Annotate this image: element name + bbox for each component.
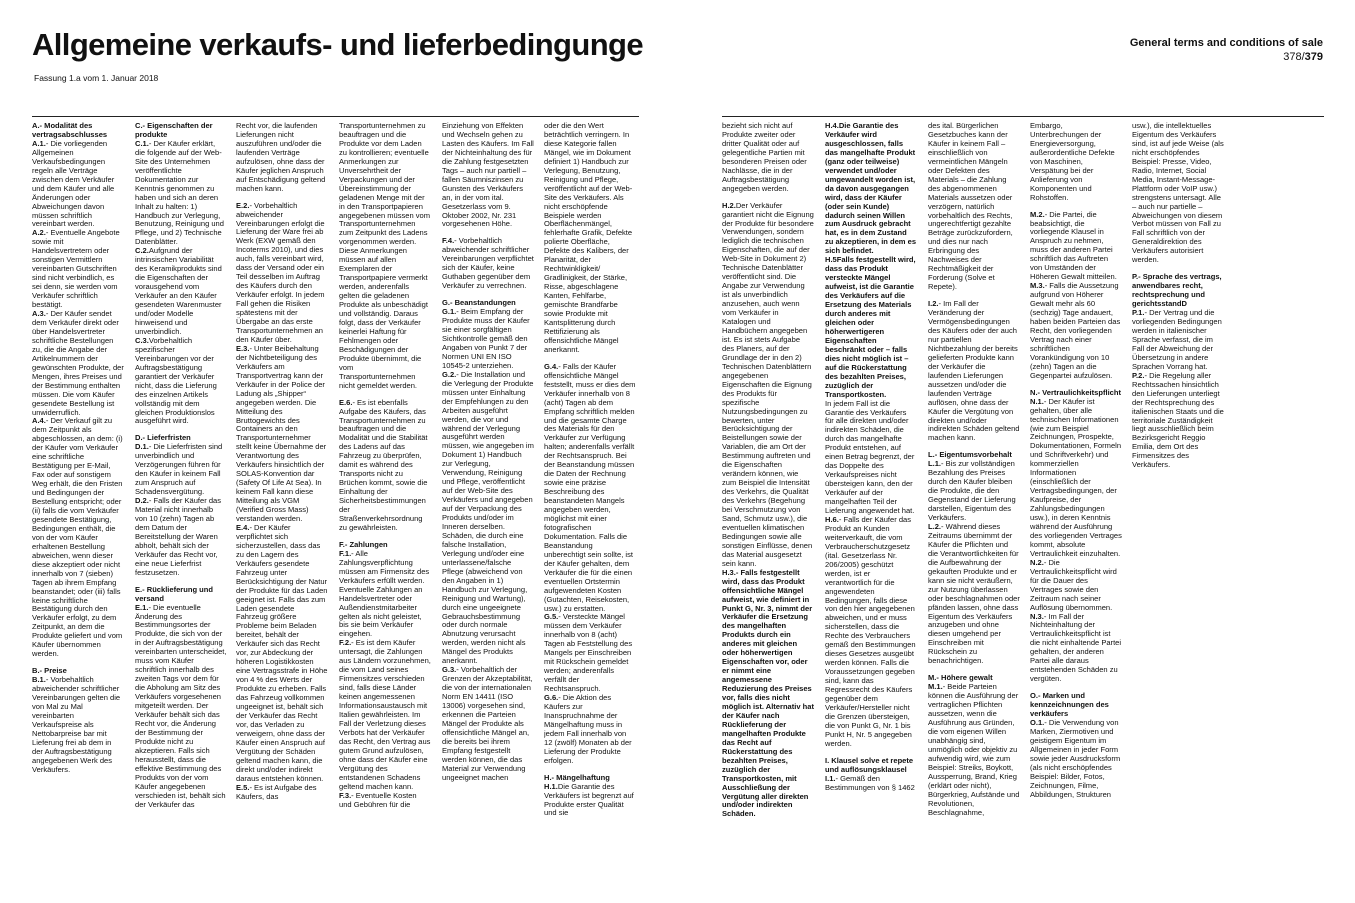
text-column-7	[722, 122, 814, 900]
clause-number: H.5	[825, 255, 837, 265]
clause	[135, 604, 227, 810]
clause-text: - Im Fall der Veränderung der Vermögensbedingungen des Käufers oder der auch nur partiellen Nichtbezahlung der bereits gelieferten Produkte kann der Verkäufer die laufenden Lieferungen aussetzen und/oder die laufenden Verträge auflösen, ohne dass der Käufer die Vergütung von direkten und/oder indirekten Schäden geltend machen kann.	[928, 299, 1020, 443]
clause-text: - Die Installation und die Verlegung der Produkte müssen unter Einhaltung der Empfehlungen zu den Arbeiten ausgeführt werden, die vor und während der Verlegung ausgeführt werden müssen, wie angegeben im Dokument 1) Handbuch zur Verlegung, Verwendung, Reinigung und Pflege, veröffentlicht auf der Web-Site des Verkäufers und angegeben auf der Verpackung des Produkts und/oder im Inneren derselben. Schäden, die durch eine falsche Installation, Verlegung und/oder eine unterlassene/falsche Pflege (abweichend von den Angaben in 1) Handbuch zur Verlegung, Reinigung und Wartung), durch eine ungeeignete Gebrauchsbestimmung oder durch normale Abnutzung verursacht werden, werden nicht als Mängel des Produkts anerkannt.	[442, 369, 534, 666]
clause-text: - Gemäß den Bestimmungen von § 1462	[825, 773, 915, 792]
clause-text: - Während dieses Zeitraums übernimmt der Käufer die Pflichten und die Verantwortlichkeiten für die Aufbewahrung der gekauften Produkte und er kann sie nicht veräußern, zur Nutzung überlassen oder beschlagnahmen oder pfänden lassen, ohne dass Eigentum des Verkäufers anzugeben und ohne diesen umgehend per Einschreiben mit Rückschein zu benachrichtigen.	[928, 521, 1020, 666]
clause-number: E.5.	[236, 782, 250, 792]
clause-text: - Eventuelle Angebote sowie mit Handelsvertretern oder sonstigen Vermittlern vereinbarten Gutschriften sind nicht verbindlich, es sei denn, sie werden vom Verkäufer schriftlich bestätigt.	[32, 228, 120, 310]
clause-number: L.1.	[928, 459, 942, 469]
clause-text: Der Verkäufer garantiert nicht die Eignung der Produkte für besondere Verwendungen, sondern lediglich die technischen Eigenschaften, die auf der Web-Site in Dokument 2) Technische Datenblätter veröffentlicht sind. Die Angabe zur Verwendung ist als unverbindlich anzusehen, auch wenn vom Verkäufer in Katalogen und Handbüchern angegeben ist. Es ist stets Aufgabe des Planers, auf der Grundlage der in den 2) Technischen Datenblättern angegebenen Eigenschaften die Eignung des Produkts für spezifische Nutzungsbedingungen zu bewerten, unter Berücksichtigung der Beistellungen sowie der Variablen, die am Ort der Bestimmung auftreten und die Eigenschaften verändern können, wie zum Beispiel die Intensität des Verkehrs, die Qualität des Verkehrs (Begehung bei Verschmutzung von Sand, Schmutz usw.), die eventuellen klimatischen Bedingungen sowie alle sonstigen Einflüsse, denen das Material ausgesetzt sein kann.	[722, 200, 814, 568]
section	[32, 667, 124, 774]
clause-text: - Vorbehaltlich abweichender schriftlicher Vereinbarungen gelten die von Mal zu Mal vereinbarten Verkaufspreise als Nettobarpreise bar mit Lieferung frei ab dem in der Auftragsbestätigung angegebenen Werk des Verkäufers.	[32, 675, 121, 774]
clause	[339, 639, 431, 791]
page-number-total: 379	[1304, 51, 1323, 63]
clause	[928, 683, 1020, 817]
clause-text: - Versteckte Mängel müssen dem Verkäufer innerhalb von 8 (acht) Tagen ab Feststellung des Mangels per Einschreiben mit Rückschein gemeldet werden; anderenfalls verfällt der Rechtsanspruch.	[544, 612, 633, 694]
clause	[442, 308, 534, 371]
section	[1030, 692, 1122, 799]
section-heading: H.- Mängelhaftung	[544, 772, 610, 782]
clause	[135, 443, 227, 497]
text-column-9	[928, 122, 1020, 900]
section	[236, 202, 328, 802]
clause-text: - Die Partei, die beabsichtigt, die vorliegende Klausel in Anspruch zu nehmen, muss der anderen Partei schriftlich das Auftreten von Umständen der Höheren Gewalt mitteilen.	[1030, 209, 1117, 282]
clause-text: - Falls der Käufer offensichtliche Mängel feststellt, muss er dies dem Verkäufer innerhalb von 8 (acht) Tagen ab dem Empfang schriftlich melden und die gesamte Charge des Materials für den Verkäufer zur Verfügung halten; anderenfalls verfällt der Rechtsanspruch. Bei der Beanstandung müssen die Daten der Rechnung sowie eine präzise Beschreibung des beanstandeten Mangels angegeben werden, möglichst mit einer fotografischen Dokumentation. Falls die Beanstandung unberechtigt sein sollte, ist der Käufer gehalten, dem Verkäufer die für die einen eventuellen Ortstermin aufgewendeten Kosten (Gutachten, Reisekosten, usw.) zu erstatten.	[544, 361, 636, 613]
clause-text: - Beide Parteien können die Ausführung der vertraglichen Pflichten aussetzen, wenn die Ausführung aus Gründen, die vom eigenen Willen unabhängig sind, unmöglich oder objektiv zu aufwendig wird, wie zum Beispiel: Streiks, Boykott, Aussperrung, Brand, Krieg (erklärt oder nicht), Bürgerkrieg, Aufstände und Revolutionen, Beschlagnahme,	[928, 682, 1020, 817]
section	[135, 434, 227, 577]
section	[825, 122, 917, 749]
clause-number: F.4.	[442, 236, 455, 246]
clause-number: H.2.	[722, 200, 736, 210]
paragraph-continued: bezieht sich nicht auf Produkte zweiter oder dritter Qualität oder auf gelegentliche Partien mit besonderen Preisen oder Nachlässe, die in der Auftragsbestätigung angegeben werden.	[722, 122, 807, 193]
section-heading: G.- Beanstandungen	[442, 298, 516, 308]
clause-text: - Eventuelle Kosten und Gebühren für die	[339, 790, 417, 809]
clause-text: - Die vorliegenden Allgemeinen Verkaufsbedingungen regeln alle Verträge zwischen dem Verkäufer und dem Käufer und alle Änderungen oder Abweichungen davon müssen schriftlich vereinbart werden.	[32, 138, 115, 229]
clause-text: Falls festgestellt wird, dass das Produkt versteckte Mängel aufweist, ist die Garantie des Verkäufers auf die Ersetzung des Materials durch anderes mit gleichen oder höherwertigeren Eigenschaften beschränkt oder – falls dies nicht möglich ist – auf die Rückerstattung des bezahlten Preises, zuzüglich der Transportkosten.	[825, 255, 916, 399]
clause	[236, 524, 328, 784]
clause	[544, 694, 636, 766]
text-column-8	[825, 122, 917, 900]
clause	[1132, 372, 1224, 470]
divider-left	[32, 116, 639, 117]
clause-text: Die Garantie des Verkäufer wird ausgeschlossen, falls das mangelhafte Produkt (ganz oder teilweise) verwendet und/oder umgewandelt worden ist, da davon ausgegangen wird, dass der Käufer (oder sein Kunde) dadurch seinen Willen zum Ausdruck gebracht hat, es in dem Zustand zu akzeptieren, in dem es sich befindet.	[825, 122, 917, 256]
paragraph-continued: des ital. Bürgerlichen Gesetzbuches kann der Käufer in keinem Fall – einschließlich von vermeintlichen Mängeln oder Defekten des Materials – die Zahlung des abgenommenen Materials aussetzen oder verzögern, natürlich vorbehaltlich des Rechts, ungerechtfertigt gezahlte Beträge zurückzufordern, und dies nur nach Erbringung des Nachweises der Rechtmäßigkeit der Forderung (Solve et Repete).	[928, 122, 1013, 292]
clause-number: L.2.	[928, 521, 942, 531]
clause-number: B.1.	[32, 675, 46, 685]
clause	[339, 399, 431, 533]
clause-number: G.2.	[442, 369, 457, 379]
paragraph-continued: Recht vor, die laufenden Lieferungen nicht auszuführen und/oder die laufenden Verträge aufzulösen, ohne dass der Käufer jeglichen Anspruch auf Entschädigung geltend machen kann.	[236, 122, 326, 193]
clause-number: E.3.	[236, 343, 250, 353]
paragraph-continued: Einziehung von Effekten und Wechseln gehen zu Lasten des Käufers. Im Fall der Nichteinhaltung des für die Zahlung festgesetzten Tags – auch nur partiell – fallen Säumniszinsen zu Gunsten des Verkäufers an, in der vom ital. Gesetzerlass vom 9. Oktober 2002, Nr. 231 vorgesehenen Höhe.	[442, 122, 534, 229]
clause	[544, 363, 636, 614]
clause	[32, 676, 124, 774]
text-column-3	[236, 122, 328, 900]
clause	[1030, 282, 1122, 380]
clause-number: P.1.	[1132, 308, 1145, 318]
section	[544, 363, 636, 766]
clause-text: - Falls der Käufer das Produkt an Kunden weiterverkauft, die vom Verbraucherschutzgesetz (ital. Gesetzerlass Nr. 206/2005) geschützt werden, ist er verantwortlich für die angewendeten Bedingungen, falls diese von den hier angegebenen abweichen, und er muss sicherstellen, dass die Rechte des Verbrauchers gemäß den Bestimmungen dieses Gesetzes ausgeübt werden können. Falls die Voraussetzungen gegeben sind, kann das Regressrecht des Käufers gegenüber dem Verkäufer/Hersteller nicht die Grenzen übersteigen, die von Punkt G, Nr. 1 bis Punkt H, Nr. 5 angegeben werden.	[825, 514, 916, 748]
clause-number: N.3.	[1030, 611, 1044, 621]
section	[442, 299, 534, 782]
clause-text: Die Garantie des Verkäufers ist begrenzt auf Produkte erster Qualität und sie	[544, 781, 634, 818]
page-title: Allgemeine verkaufs- und lieferbedingunge	[32, 27, 644, 62]
clause-text: - Es ist ebenfalls Aufgabe des Käufers, das Transportunternehmen zu beauftragen und die Modalität und die Stabilität des Ladens auf das Fahrzeug zu überprüfen, damit es während des Transports nicht zu Brüchen kommt, sowie die Einhaltung der Sicherheitsbestimmungen der Straßenverkehrsordnung zu gewährleisten.	[339, 397, 428, 532]
clause	[442, 371, 534, 666]
clause-text: - Falls der Käufer das Material nicht innerhalb von 10 (zehn) Tagen ab dem Datum der Bereitstellung der Waren abholt, behält sich der Verkäufer das Recht vor, eine neue Lieferfrist festzusetzen.	[135, 496, 221, 577]
clause-number: C.1.	[135, 138, 149, 148]
clause-text: - Beim Empfang der Produkte muss der Käufer sie einer sorgfältigen Sichtkontrolle gemäß den Angaben von Punkt 7 der Normen UNI EN ISO 10545-2 unterziehen.	[442, 307, 530, 370]
english-title: General terms and conditions of sale	[1129, 37, 1323, 49]
section	[32, 122, 124, 659]
clause-text: - Vorbehaltlich der Grenzen der Akzeptabilität, die von der internationalen Norm EN 14411 (ISO 13006) vorgesehen sind, erkennen die Parteien Mängel der Produkte als offensichtliche Mängel an, die bereits bei ihrem Empfang festgestellt werden können, die das Material zur Verwendung ungeeignet machen	[442, 665, 533, 782]
section	[722, 202, 814, 820]
clause	[32, 140, 124, 230]
clause-number: H.6.	[825, 514, 839, 524]
clause-number: D.1.	[135, 442, 149, 452]
clause-number: O.1.	[1030, 718, 1045, 727]
text-column-10	[1030, 122, 1122, 900]
clause-text: - Bis zur vollständigen Bezahlung des Preises durch den Käufer bleiben die Produkte, die den Gegenstand der Lieferung darstellen, Eigentum des Verkäufers.	[928, 459, 1016, 523]
clause	[825, 516, 917, 749]
clause-number: F.1.	[339, 548, 352, 558]
clause-text: - Alle Zahlungsverpflichtung müssen am Firmensitz des Verkäufers erfüllt werden. Eventuelle Zahlungen an Handelsvertreter oder Außendienstmitarbeiter gelten als nicht geleistet, bis sie beim Verkäufer eingehen.	[339, 548, 430, 639]
clause-text: - Der Käufer erklärt, die folgende auf der Web-Site des Unternehmen veröffentlichte Dokumentation zur Kenntnis genommen zu haben und sich an deren Inhalt zu halten: 1) Handbuch zur Verlegung, Benutzung, Reinigung und Pflege, und 2) Technische Datenblätter.	[135, 138, 224, 247]
clause	[135, 497, 227, 578]
clause-number: M.3.	[1030, 281, 1045, 291]
paragraph-continued: Embargo, Unterbrechungen der Energieversorgung, außerordentliche Defekte von Maschinen, Verspätung bei der Anlieferung von Komponenten und Rohstoffen.	[1030, 122, 1115, 202]
section-heading: A.- Modalität des vertragsabschlusses	[32, 122, 108, 139]
clause	[236, 202, 328, 345]
section-heading: F.- Zahlungen	[339, 539, 388, 549]
section	[928, 674, 1020, 817]
clause-number: M.1.	[928, 682, 943, 692]
clause-text: - Die Regelung aller Rechtssachen hinsichtlich den Lieferungen unterliegt der Rechtsprechung des italienischen Staats und die territoriale Zuständigkeit liegt ausschließlich beim Bezirksgericht Reggio Emilia, dem Ort des Firmensitzes des Verkäufers.	[1132, 370, 1224, 470]
clause-number: E.2.	[236, 200, 250, 210]
text-column-5	[442, 122, 534, 900]
clause-number: C.2.	[135, 246, 149, 256]
clause-number: H.1.	[544, 781, 558, 791]
clause-number: H.3.	[722, 567, 736, 577]
clause-text: - Vorbehaltlich abweichender schriftlicher Vereinbarungen verpflichtet sich der Käufer, keine Guthaben gegenüber dem Verkäufer zu verrechnen.	[442, 236, 534, 291]
clause-text: - Die Lieferfristen sind unverbindlich und Verzögerungen führen für den Käufer in keinem Fall zum Anspruch auf Schadensvergütung.	[135, 442, 223, 497]
paragraph-continued: oder die den Wert beträchtlich verringern. In diese Kategorie fallen Mängel, wie im Dokument definiert 1) Handbuch zur Verlegung, Benutzung, Reinigung und Pflege, veröffentlicht auf der Web-Site des Verkäufers. Als nicht erschöpfende Beispiele werden Oberflächenmängel, fehlerhafte Grafik, Defekte polierte Oberfläche, Defekte des Kalibers, der Planarität, der Rechtwinkligkeit/ Gradlinigkeit, der Stärke, Risse, abgeschlagene Kanten, Fehlfarbe, gemischte Brandfarbe sowie Produkte mit Kantsplitterung durch Rettifizierung als offensichtliche Mängel anerkannt.	[544, 122, 633, 354]
text-column-4	[339, 122, 431, 900]
section	[135, 586, 227, 810]
section	[1132, 273, 1224, 470]
clause	[1030, 719, 1122, 800]
clause-text: Aufgrund der intrinsischen Variabilität des Keramikprodukts sind die Eigenschaften der vorausgehend vom Verkäufer an den Käufer gesendeten Warenmuster und/oder Modelle hinweisend und unverbindlich.	[135, 246, 222, 336]
clause	[928, 460, 1020, 523]
text-column-11	[1132, 122, 1224, 900]
paragraph-continued: Transportunternehmen zu beauftragen und die Produkte vor dem Laden zu kontrollieren; eventuelle Anmerkungen zur Unversehrtheit der Verpackungen und der Übereinstimmung der geladenen Menge mit der in den Transportpapieren angegebenen müssen vom Transportunternehmen zum Zeitpunkt des Ladens vorgenommen werden. Diese Anmerkungen müssen auf allen Exemplaren der Transportpapiere vermerkt werden, anderenfalls gelten die geladenen Produkte als unbeschädigt und vollständig. Daraus folgt, dass der Verkäufer keinerlei Haftung für Fehlmengen oder Beschädigungen der Produkte übernimmt, die vom Transportunternehmen nicht gemeldet werden.	[339, 122, 431, 390]
section-heading: O.- Marken und kennzeichnungen des verkäufers	[1030, 691, 1109, 719]
clause-text: - Die Vertraulichkeitspflicht wird für die Dauer des Vertrages sowie den Zeitraum nach seiner Auflösung übernommen.	[1030, 557, 1117, 612]
clause-text: - Falls die Aussetzung aufgrund von Höherer Gewalt mehr als 60 (sechzig) Tage andauert, haben beiden Parteien das Recht, den vorliegenden Vertrag nach einer schriftlichen Vorankündigung von 10 (zehn) Tagen an die Gegenpartei aufzulösen.	[1030, 281, 1121, 380]
clause-text: - Falls festgestellt wird, dass das Produkt offensichtliche Mängel aufweist, wie definiert in Punkt G, Nr. 3, nimmt der Verkäufer die Ersetzung des mangelhaften Produkts durch ein anderes mit gleichen oder höherwertigen Eigenschaften vor, oder er nimmt eine angemessene Reduzierung des Preises vor, falls dies nicht möglich ist. Alternativ hat der Käufer nach Rücklieferung der mangelhaften Produkte das Recht auf Rückerstattung des bezahlten Preises, zuzüglich der Transportkosten, mit Ausschließung der Vergütung aller direkten und/oder indirekten Schäden.	[722, 567, 814, 819]
clause-number: E.6.	[339, 397, 353, 407]
clause-text: - Der Vertrag und die vorliegenden Bedingungen werden in italienischer Sprache verfasst, die im Fall der Abweichung der Übersetzung in andere Sprachen Vorrang hat.	[1132, 308, 1222, 371]
section	[339, 399, 431, 533]
section-heading: C.- Eigenschaften der produkte	[135, 122, 213, 139]
clause-number: N.1.	[1030, 396, 1044, 406]
clause-text: - Unter Beibehaltung der Nichtbeteiligung des Verkäufers am Transportvertrag kann der Verkäufer in der Police der Ladung als „Shipper“ angegeben werden. Die Mitteilung des Bruttogewichts des Containers an den Transportunternehmer stellt keine Übernahme der Verantwortung des Verkäufers hinsichtlich der SOLAS-Konvention dar (Safety Of Life At Sea). In keinem Fall kann diese Mitteilung als VGM (Verified Gross Mass) verstanden werden.	[236, 343, 327, 523]
clause-text: - Es ist Aufgabe des Käufers, das	[236, 782, 317, 801]
section-heading: M.- Höhere gewalt	[928, 673, 993, 683]
clause-text: - Der Käufer sendet dem Verkäufer direkt oder über Handelsvertreter schriftliche Bestellungen zu, die die Angabe der Artikelnummern der gewünschten Produkte, der Mengen, ihres Preises und der Bestimmung enthalten müssen. Die vom Käufer gesendete Bestellung ist unwiderruflich.	[32, 309, 124, 417]
clause-number: I.2.	[928, 299, 939, 309]
clause-number: C.3.	[135, 335, 149, 345]
section-heading: E.- Rücklieferung und versand	[135, 584, 213, 603]
section-heading: I. Klausel solve et repete und auflösungsklausel	[825, 755, 914, 774]
text-column-2	[135, 122, 227, 900]
clause-text: - Die Verwendung von Marken, Ziermotiven und geistigem Eigentum im Allgemeinen in jeder Form sowie jeder Ausdrucksform (als nicht erschöpfendes Beispiel: Bilder, Fotos, Zeichnungen, Filme, Abbildungen, Strukturen	[1030, 718, 1121, 799]
section	[928, 451, 1020, 666]
clause	[135, 247, 227, 337]
clause-number: G.4.	[544, 361, 559, 371]
divider-right	[722, 116, 1324, 117]
clause-number: A.4.	[32, 416, 46, 426]
paragraph-continued: usw.), die intellektuelles Eigentum des Verkäufers sind, ist auf jede Weise (als nicht erschöpfendes Beispiel: Presse, Video, Radio, Internet, Social Media, Instant-Message-Plattform oder VoIP usw.) strengstens untersagt. Alle – auch nur partielle – Abweichungen von diesem Verbot müssen von Fall zu Fall schriftlich von der Generaldirektion des Verkäufers autorisiert werden.	[1132, 122, 1224, 265]
clause-text: - Der Verkauf gilt zu dem Zeitpunkt als abgeschlossen, an dem: (i) der Käufer vom Verkäufer eine schriftliche Bestätigung per E-Mail, Fax oder auf sonstigem Weg erhält, die den Fristen und Bedingungen der Bestellung entspricht; oder (ii) falls die vom Verkäufer gesendete Bestätigung, Bedingungen enthält, die von der vom Käufer erhaltenen Bestellung abweichen, wenn dieser diese akzeptiert oder nicht innerhalb von 7 (sieben) Tagen ab ihrem Empfang beanstandet; oder (iii) falls keine schriftliche Bestätigung durch den Verkäufer erfolgt, zu dem Zeitpunkt, an dem die Produkte geliefert und vom Käufer übernommen werden.	[32, 416, 123, 659]
clause	[32, 229, 124, 310]
clause	[339, 792, 431, 810]
clause	[544, 783, 636, 819]
clause	[1030, 613, 1122, 685]
section-heading: D.- Lieferfristen	[135, 433, 191, 443]
section	[339, 541, 431, 810]
clause	[442, 666, 534, 782]
clause-text: - Die eventuelle Änderung des Bestimmungsortes der Produkte, die sich von der in der Auftragsbestätigung vereinbarten unterscheidet, muss vom Käufer schriftlich innerhalb des zweiten Tags vor dem für die Abholung am Sitz des Verkäufers vorgesehenen mitgeteilt werden. Der Verkäufer behält sich das Recht vor, die Änderung der Bestimmung der Produkte nicht zu akzeptieren. Falls sich herausstellt, dass die effektive Bestimmung des Produkts von der vom Käufer angegebenen verschieden ist, behält sich der Verkäufer das	[135, 602, 227, 809]
page-number-current: 378/	[1283, 51, 1305, 63]
clause	[825, 122, 917, 256]
clause	[722, 202, 814, 569]
section-heading: P.- Sprache des vertrags, anwendbares recht, rechtsprechung und gerichtsstandD	[1132, 272, 1222, 309]
clause	[339, 550, 431, 640]
clause-number: F.2.	[339, 638, 352, 648]
clause	[722, 569, 814, 820]
clause	[928, 300, 1020, 443]
clause	[825, 256, 917, 399]
clause-number: M.2.	[1030, 209, 1045, 219]
clause-number: G.5.	[544, 612, 559, 622]
section	[928, 300, 1020, 443]
clause-number: E.1.	[135, 602, 149, 612]
clause	[544, 613, 636, 694]
clause-number: A.2.	[32, 228, 46, 238]
clause	[32, 310, 124, 417]
clause	[135, 140, 227, 247]
clause-number: G.1.	[442, 307, 457, 317]
clause	[236, 784, 328, 802]
page-number	[1130, 50, 1323, 64]
section-heading: L.- Eigentumsvorbehalt	[928, 450, 1012, 460]
clause-number: N.2.	[1030, 557, 1044, 567]
section	[544, 774, 636, 819]
header-right	[1130, 36, 1323, 64]
clause-text: In jedem Fall ist die Garantie des Verkäufers für alle direkten und/oder indirekten Schäden, die durch das mangelhafte Produkt entstehen, auf einen Betrag begrenzt, der das Doppelte des Verkaufspreises nicht übersteigen kann, den der Verkäufer auf der mangelhaften Teil der Lieferung angewendet hat.	[825, 398, 915, 515]
clause-number: G.3.	[442, 665, 457, 675]
clause-number: I.1.	[825, 773, 836, 783]
clause	[825, 775, 917, 793]
edition-note: Fassung 1.a vom 1. Januar 2018	[34, 73, 159, 83]
clause	[236, 345, 328, 524]
clause-number: E.4.	[236, 522, 250, 532]
section	[1030, 211, 1122, 381]
clause	[1030, 398, 1122, 559]
clause-text: - Der Käufer verpflichtet sich sicherzustellen, dass das zu den Lagern des Verkäufers gesendete Fahrzeug unter Berücksichtigung der Natur der Produkte für das Laden geeignet ist. Falls das zum Laden gesendete Fahrzeug größere Probleme beim Beladen bereitet, behält der Verkäufer sich das Recht vor, zur Abdeckung der höheren Logistikkosten eine Vertragsstrafe in Höhe von 4 % des Werts der Produkte zu erheben. Falls das Fahrzeug vollkommen ungeeignet ist, behält sich der Verkäufer das Recht vor, das Verladen zu verweigern, ohne dass der Käufer einen Anspruch auf Vergütung der Schäden geltend machen kann, die direkt und/oder indirekt daraus entstehen können.	[236, 522, 328, 783]
clause	[442, 237, 534, 291]
section	[825, 757, 917, 793]
clause	[1030, 559, 1122, 613]
clause-number: H.4.	[825, 122, 839, 130]
clause-number: D.2.	[135, 496, 149, 506]
clause	[928, 523, 1020, 666]
section	[442, 237, 534, 291]
section	[1030, 389, 1122, 684]
clause	[32, 417, 124, 659]
section-heading: B.- Preise	[32, 666, 67, 676]
clause	[1132, 309, 1224, 372]
clause	[825, 400, 917, 516]
text-column-6	[544, 122, 636, 900]
clause-text: - Es ist dem Käufer untersagt, die Zahlungen aus Ländern vorzunehmen, die vom Land seines Firmensitzes verschieden sind, falls diese Länder keinen angemessenen Informationsaustausch mit Italien gewährleisten. Im Fall der Verletzung dieses Verbots hat der Verkäufer das Recht, den Vertrag aus gutem Grund aufzulösen, ohne dass der Käufer eine Vergütung des entstandenen Schadens geltend machen kann.	[339, 638, 431, 791]
clause	[1030, 211, 1122, 283]
text-column-1	[32, 122, 124, 900]
section	[135, 122, 227, 426]
clause-text: - Der Käufer ist gehalten, über alle technischen Informationen (wie zum Beispiel Zeichnungen, Prospekte, Dokumentationen, Formeln und Schriftverkehr) und kommerziellen Informationen (einschließlich der Vertragsbedingungen, der Kaufpreise, der Zahlungsbedingungen usw.), in deren Kenntnis während der Ausführung des vorliegenden Vertrages kommt, absolute Vertraulichkeit einzuhalten.	[1030, 396, 1122, 558]
clause-text: - Im Fall der Nichteinhaltung der Vertraulichkeitspflicht ist die nicht einhaltende Partei gehalten, der anderen Partei alle daraus entstehenden Schäden zu vergüten.	[1030, 611, 1122, 684]
clause	[135, 337, 227, 427]
clause-number: P.2.	[1132, 370, 1145, 380]
clause-number: F.3.	[339, 790, 352, 800]
clause-number: A.1.	[32, 138, 46, 148]
clause-text: - Die Aktion des Käufers zur Inanspruchnahme der Mängelhaftung muss in jedem Fall innerhalb von 12 (zwölf) Monaten ab der Lieferung der Produkte erfolgen.	[544, 693, 632, 765]
section-heading: N.- Vertraulichkeitspflicht	[1030, 387, 1122, 397]
clause-text: - Vorbehaltlich abweichender Vereinbarungen erfolgt die Lieferung der Ware frei ab Werk (EXW gemäß den Incoterms 2010), und dies auch, falls vereinbart wird, dass der Versand oder ein Teil desselben im Auftrag des Käufers durch den Verkäufer erfolgt. In jedem Fall gehen die Risiken spätestens mit der Übergabe an das erste Transportunternehmen an den Käufer über.	[236, 200, 325, 344]
clause-number: A.3.	[32, 309, 46, 319]
clause-text: Vorbehaltlich spezifischer Vereinbarungen vor der Auftragsbestätigung garantiert der Verkäufer nicht, dass die Lieferung des einzelnen Artikels vollständig mit dem gleichen Produktionslos ausgeführt wird.	[135, 335, 217, 426]
clause-number: G.6.	[544, 693, 559, 703]
